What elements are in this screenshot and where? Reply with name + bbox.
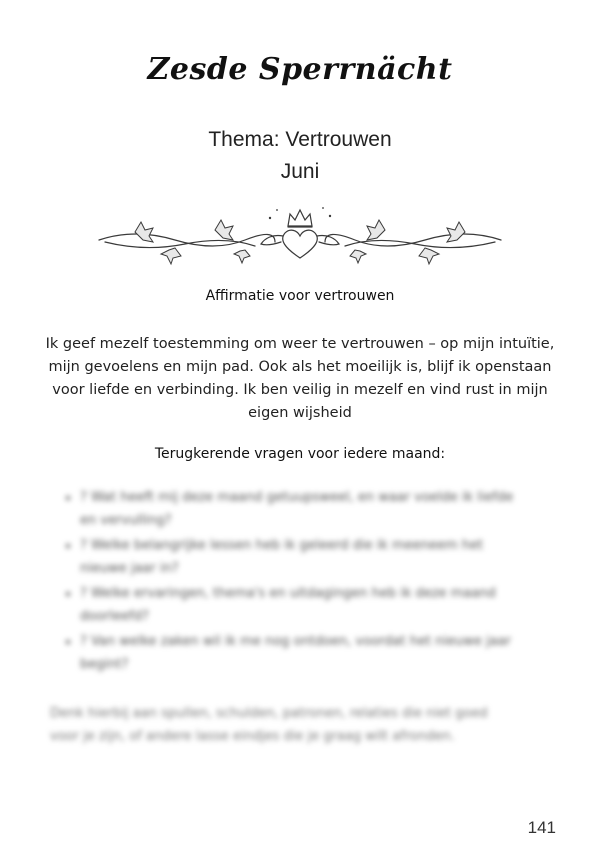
questions-heading: Terugkerende vragen voor iedere maand:	[154, 446, 446, 462]
page-number: 141	[527, 818, 556, 837]
questions-list	[60, 486, 525, 678]
closing-note: Denk hierbij aan spullen, schulden, patronen, relaties die niet goed voor je zijn, of andere lasse eindjes die je graag wilt afronden.	[50, 706, 488, 744]
affirmation-text: Ik geef mezelf toestemming om weer te vertrouwen – op mijn intuïtie, mijn gevoelens en mijn pad. Ook als het moeilijk is, blijf ik openstaan voor liefde en verbinding. Ik ben veilig in mezelf en vind rust in mijn eigen wijsheid	[45, 336, 555, 421]
list-item: • ? Welke ervaringen, thema's en uitdagingen heb ik deze maand doorleefd?	[80, 582, 525, 628]
affirmation-heading: Affirmatie voor vertrouwen	[205, 288, 395, 304]
list-item: • ? Wat heeft mij deze maand getuupsweel, en waar voelde ik liefde en vervulling?	[80, 486, 525, 532]
list-item: • ? Van welke zaken wil ik me nog ontdoen, voordat het nieuwe jaar begint?	[80, 630, 525, 676]
page-title: Zesde Sperrnächt	[147, 52, 453, 87]
month-subtitle: Juni	[280, 160, 320, 183]
list-item: • ? Welke belangrijke lessen heb ik geleerd die ik meeneem het nieuwe jaar in?	[80, 534, 525, 580]
claddagh-ivy-ornament-icon	[95, 200, 505, 270]
theme-subtitle: Thema: Vertrouwen	[208, 128, 392, 151]
